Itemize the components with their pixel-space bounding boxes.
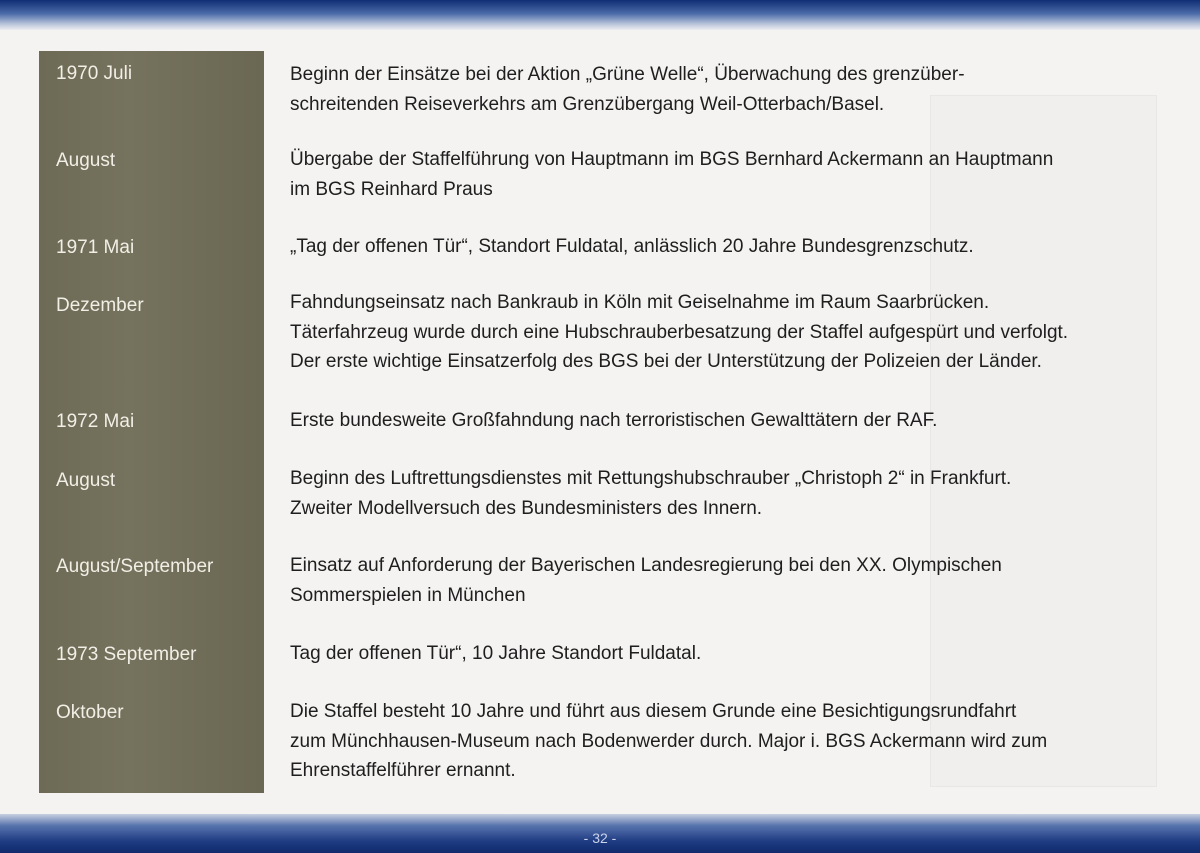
entry-text-line: Tag der offenen Tür“, 10 Jahre Standort Fuldatal. [290,643,702,664]
entry-text-line: „Tag der offenen Tür“, Standort Fuldatal, anlässlich 20 Jahre Bundesgrenzschutz. [290,236,974,257]
entry-text-line: Zweiter Modellversuch des Bundesministers des Innern. [290,497,763,519]
entry-text-line: Ehrenstaffelführer ernannt. [290,760,516,781]
timeline-date: Dezember [56,295,144,316]
timeline-date: August [56,150,116,171]
entry-text-line: Erste bundesweite Großfahndung nach terroristischen Gewalttätern der RAF. [290,410,938,431]
timeline-entry [290,406,1170,436]
timeline-date: August/September [56,556,214,577]
entry-text-line: Fahndungseinsatz nach Bankraub in Köln mit Geiselnahme im Raum Saarbrücken. [290,292,990,313]
timeline-entry [290,60,1170,119]
page-number: - 32 - [583,830,617,846]
entry-text-line: Der erste wichtige Einsatzerfolg des BGS bei der Unterstützung der Polizeien der Länder. [290,351,1042,372]
top-blue-band [0,0,1200,30]
entry-text-line: Täterfahrzeug wurde durch eine Hubschrauberbesatzung der Staffel aufgespürt und verfolgt. [290,321,1069,343]
entry-text-line: Beginn des Luftrettungsdienstes mit Rettungshubschrauber „Christoph 2“ in Frankfurt. [290,468,1012,489]
entry-text-line: Die Staffel besteht 10 Jahre und führt aus diesem Grunde eine Besichtigungsrundfahrt [290,701,1017,722]
timeline-date: Oktober [56,702,124,723]
timeline-entry [290,697,1170,786]
entry-text-line: zum Münchhausen-Museum nach Bodenwerder durch. Major i. BGS Ackermann wird zum [290,730,1048,752]
timeline-date: 1973 September [56,644,197,665]
entry-text-line: schreitenden Reiseverkehrs am Grenzübergang Weil-Otterbach/Basel. [290,93,885,115]
timeline-date: 1972 Mai [56,411,135,432]
timeline-date: 1970 Juli [56,63,133,84]
entry-text-line: Übergabe der Staffelführung von Hauptmann im BGS Bernhard Ackermann an Hauptmann [290,149,1054,170]
entry-text-line: Einsatz auf Anforderung der Bayerischen Landesregierung bei den XX. Olympischen [290,555,1002,576]
timeline-entry [290,288,1170,377]
entry-text-line: Beginn der Einsätze bei der Aktion „Grüne Welle“, Überwachung des grenzüber- [290,64,965,85]
timeline-entry [290,232,1170,262]
entry-text-line: Sommerspielen in München [290,584,526,606]
entry-text-line: im BGS Reinhard Praus [290,178,493,200]
timeline-date: August [56,470,116,491]
timeline-entry [290,551,1170,610]
timeline-entry [290,464,1170,523]
timeline-entry [290,145,1170,204]
timeline-entry [290,639,1170,669]
timeline-date: 1971 Mai [56,237,135,258]
